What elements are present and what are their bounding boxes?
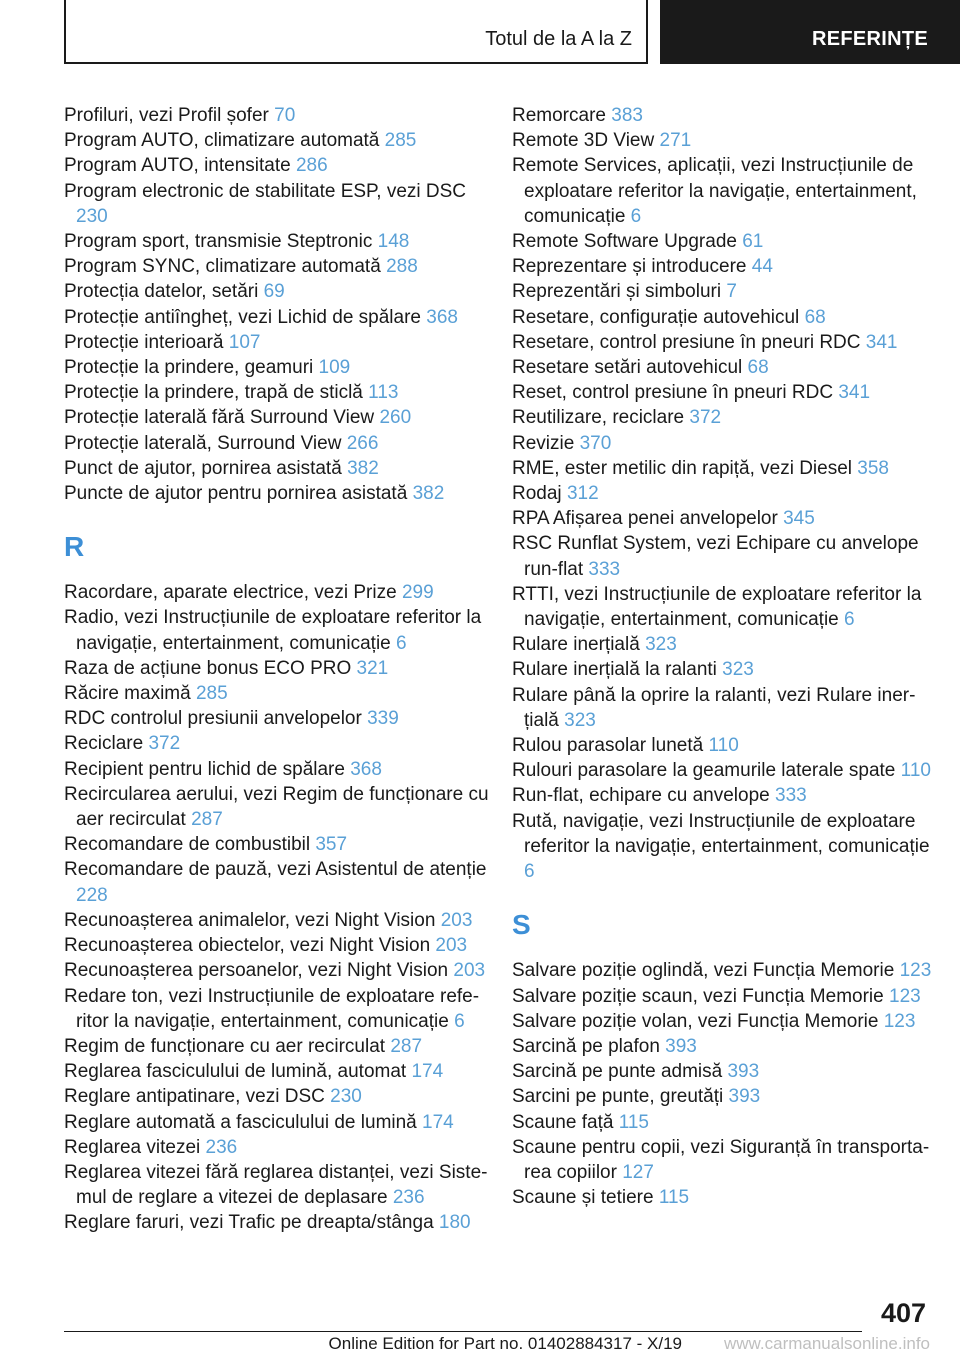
index-entry-text: Reset, control presiune în pneuri RDC [512,382,834,404]
index-entry [512,632,932,657]
index-entry-text: Recunoașterea obiectelor, vezi Night Vision [64,935,431,957]
index-entry-page-link[interactable]: 341 [838,382,871,404]
index-entry-page-link[interactable]: 6 [524,861,535,883]
index-entry-page-link[interactable]: 323 [722,659,754,681]
footer-edition: Online Edition for Part no. 01402884317 - X/19 [328,1334,682,1353]
index-entry [64,857,494,907]
index-entry [512,355,932,380]
index-entry-page-link[interactable]: 109 [318,357,351,379]
index-entry [512,783,932,808]
index-entry-text: Reglarea vitezei [64,1136,201,1158]
index-entry-text: Recunoașterea persoanelor, vezi Night Vision [64,960,449,982]
header-title: Totul de la A la Z [485,28,632,50]
index-entry-page-link[interactable]: 68 [804,306,826,328]
index-entry-page-link[interactable]: 370 [579,432,612,454]
index-entry-page-link[interactable]: 393 [727,1061,760,1083]
index-entry-page-link[interactable]: 110 [708,735,739,757]
index-entry-text: RSC Runflat System, vezi Echipare cu anvelope run-flat [512,533,919,580]
footer-watermark: www.carmanualsonline.info [724,1334,930,1353]
index-entry-text: Remote Services, aplicații, vezi Instrucțiunile de exploatare referitor la navigație, entertainment, comunicație [512,155,917,227]
index-entry [512,657,932,682]
index-entry-page-link[interactable]: 6 [396,632,407,654]
index-entry-text: Raza de acțiune bonus ECO PRO [64,657,352,679]
index-entry-text: Scaune și tetiere [512,1187,654,1209]
index-entry [512,1185,932,1210]
index-entry-text: Radio, vezi Instrucțiunile de exploatare referitor la navigație, entertainment, comunicație [64,607,482,654]
index-entry [64,1135,494,1160]
index-entry-text: Rulou parasolar lunetă [512,735,704,757]
index-entry [512,582,932,632]
index-entry [512,128,932,153]
index-entry-text: Program electronic de stabilitate ESP, vezi DSC [64,180,466,202]
index-letter-heading: S [512,909,531,941]
index-entry [512,809,932,885]
index-entry [64,103,494,128]
footer-divider [64,1331,862,1332]
index-entry [64,179,494,229]
index-entry [64,254,494,279]
index-entry [64,984,494,1034]
index-entry-text: Program AUTO, climatizare automată [64,130,380,152]
index-entry-text: Program AUTO, intensitate [64,155,291,177]
index-entry [64,706,494,731]
index-letter-heading: R [64,531,85,563]
index-entry [64,757,494,782]
index-entry-text: Reglare automată a fasciculului de lumină [64,1111,417,1133]
index-entry-text: Protecția datelor, setări [64,281,259,303]
index-entry-page-link[interactable]: 382 [347,457,379,479]
index-entry [64,1210,494,1235]
index-entry-page-link[interactable]: 393 [728,1086,761,1108]
index-entry-text: Sarcină pe punte admisă [512,1061,723,1083]
index-entry-page-link[interactable]: 203 [435,935,468,957]
index-entry-page-link[interactable]: 203 [453,960,486,982]
index-entry-page-link[interactable]: 333 [588,558,621,580]
index-entry [512,405,932,430]
index-entry-page-link[interactable]: 236 [205,1136,238,1158]
index-entry-page-link[interactable]: 180 [438,1212,471,1234]
index-entry-page-link[interactable]: 115 [658,1187,690,1209]
index-entry-text: Rută, navigație, vezi Instrucțiunile de exploatare referitor la navigație, entertainment, comunicație [512,810,930,857]
index-entry [64,832,494,857]
index-entry-text: RPA Afișarea penei anvelopelor [512,508,778,530]
index-entry-page-link[interactable]: 285 [195,683,228,705]
index-entry [64,933,494,958]
index-entry [512,330,932,355]
index-entry-page-link[interactable]: 339 [367,708,399,730]
index-entry-page-link[interactable]: 341 [865,331,898,353]
header-section-label: REFERINȚE [811,28,928,50]
index-entry-page-link[interactable]: 286 [295,155,328,177]
index-entry-page-link[interactable]: 383 [611,105,643,126]
index-entry-text: Protecție la prindere, trapă de sticlă [64,382,363,404]
index-entry [512,1059,932,1084]
index-entry [64,580,494,605]
index-entry-text: Recomandare de pauză, vezi Asistentul de atenție [64,859,487,881]
index-entry-text: Reglarea fasciculului de lumină, automat [64,1061,407,1083]
index-entry-text: Protecție antiîngheț, vezi Lichid de spălare [64,306,421,328]
index-entry [64,305,494,330]
index-entry [64,405,494,430]
index-entry-page-link[interactable]: 107 [228,331,261,353]
index-entry-text: Revizie [512,432,575,454]
index-entry [512,431,932,456]
index-entry [64,908,494,933]
index-entry [64,1034,494,1059]
index-entry [512,103,932,128]
index-entry-page-link[interactable]: 123 [899,960,932,982]
index-entry-page-link[interactable]: 288 [386,256,418,278]
index-entry [512,254,932,279]
index-entry-page-link[interactable]: 271 [659,130,692,152]
index-entry-page-link[interactable]: 115 [618,1111,649,1133]
index-entry-page-link[interactable]: 123 [883,1010,916,1032]
index-entry [64,456,494,481]
index-entry-page-link[interactable]: 127 [622,1161,654,1183]
index-entry [512,380,932,405]
index-entry [64,330,494,355]
index-entry [64,731,494,756]
index-entry-page-link[interactable]: 323 [564,709,596,731]
index-entry-text: Puncte de ajutor pentru pornirea asistată [64,483,408,505]
index-entry [64,958,494,983]
index-entry-page-link[interactable]: 372 [148,733,181,755]
index-entry-text: Program SYNC, climatizare automată [64,256,381,278]
index-entry-page-link[interactable]: 228 [76,884,108,906]
index-entry-text: Recomandare de combustibil [64,834,311,856]
index-entry-page-link[interactable]: 358 [857,457,889,479]
index-entry-text: Racordare, aparate electrice, vezi Prize [64,582,397,604]
index-entry [512,984,932,1009]
index-entry [64,1084,494,1109]
index-entry-page-link[interactable]: 368 [426,306,458,328]
index-entry [512,279,932,304]
index-entry-text: Salvare poziție volan, vezi Funcția Memorie [512,1010,879,1032]
index-column-left [64,103,494,1236]
index-entry-page-link[interactable]: 174 [422,1111,454,1133]
index-entry-text: Resetare, configurație autovehicul [512,306,800,328]
index-entry [512,531,932,581]
index-entry-text: Redare ton, vezi Instrucțiunile de exploatare referitor la navigație, entertainment, comunicație [64,985,480,1032]
index-entry-text: RME, ester metilic din rapiță, vezi Diesel [512,457,852,479]
index-entry [64,128,494,153]
index-entry-page-link[interactable]: 312 [566,483,599,505]
index-column-right [512,103,932,1210]
index-entry-page-link[interactable]: 287 [191,809,223,831]
index-entry [64,229,494,254]
index-entry-text: Scaune pentru copii, vezi Siguranță în transportarea copiilor [512,1136,930,1183]
index-entry-page-link[interactable]: 230 [330,1086,362,1108]
index-entry-page-link[interactable]: 113 [368,382,399,404]
index-entry-page-link[interactable]: 7 [726,281,737,303]
index-entry-page-link[interactable]: 357 [315,834,348,856]
index-entry-page-link[interactable]: 148 [377,231,410,253]
index-entry-text: Resetare setări autovehicul [512,357,743,379]
page-number: 407 [880,1298,926,1328]
index-entry-text: Protecție laterală, Surround View [64,432,342,454]
header-title-box [64,0,648,64]
index-entry-page-link[interactable]: 260 [379,407,412,429]
index-entry [512,1034,932,1059]
index-entry-page-link[interactable]: 6 [844,609,855,631]
index-entry-text: Rulouri parasolare la geamurile laterale spate [512,760,896,782]
index-entry [64,431,494,456]
index-entry-text: Reglarea vitezei fără reglarea distanței, vezi Sistemul de reglare a vitezei de deplasare [64,1161,488,1209]
index-entry-text: Reglare faruri, vezi Trafic pe dreapta/stânga [64,1212,434,1234]
index-entry-page-link[interactable]: 393 [665,1035,697,1057]
index-entry-page-link[interactable]: 323 [645,634,677,656]
index-entry-page-link[interactable]: 382 [412,483,445,505]
index-entry [512,506,932,531]
index-entry-text: Reglare antipatinare, vezi DSC [64,1086,325,1108]
index-entry-text: Rulare inerțială [512,634,640,656]
index-entry [512,758,932,783]
index-entry [512,153,932,229]
index-entry-text: Reciclare [64,733,144,755]
index-entry [64,153,494,178]
index-entry-text: Recunoașterea animalelor, vezi Night Vision [64,909,436,931]
index-entry-text: RTTI, vezi Instrucțiunile de exploatare referitor la navigație, entertainment, comunicație [512,583,922,631]
index-entry [64,355,494,380]
index-entry-text: Run-flat, echipare cu anvelope [512,785,770,807]
index-entry-text: Protecție interioară [64,331,224,353]
index-entry-text: Rulare până la oprire la ralanti, vezi Rulare inerțială [512,684,916,731]
index-entry-text: Sarcini pe punte, greutăți [512,1086,724,1108]
index-entry-text: Scaune față [512,1111,614,1133]
index-entry [512,1135,932,1185]
index-entry [512,1009,932,1034]
index-entry [64,481,494,506]
index-entry-text: Reprezentare și introducere [512,256,747,278]
index-entry-page-link[interactable]: 333 [775,785,807,807]
index-entry [512,1110,932,1135]
index-entry [64,605,494,655]
index-entry [512,958,932,983]
index-entry-page-link[interactable]: 266 [346,432,379,454]
index-entry [64,380,494,405]
index-entry-page-link[interactable]: 61 [742,231,764,253]
index-entry-page-link[interactable]: 236 [392,1187,425,1209]
index-entry [64,1059,494,1084]
index-entry-page-link[interactable]: 345 [783,508,815,530]
index-entry-page-link[interactable]: 6 [630,205,642,227]
index-entry-text: Remote 3D View [512,130,655,152]
index-entry-page-link[interactable]: 368 [350,758,382,780]
index-entry-text: Salvare poziție scaun, vezi Funcția Memorie [512,985,884,1007]
index-entry-text: Reprezentări și simboluri [512,281,722,303]
index-entry-page-link[interactable]: 174 [411,1061,444,1083]
index-entry-text: Salvare poziție oglindă, vezi Funcția Memorie [512,960,895,982]
index-entry-text: Protecție laterală fără Surround View [64,407,375,429]
index-entry-text: Remote Software Upgrade [512,231,737,253]
index-entry-text: Protecție la prindere, geamuri [64,357,314,379]
index-entry [64,681,494,706]
index-entry-text: Rodaj [512,483,562,505]
index-entry-text: Sarcină pe plafon [512,1035,660,1057]
index-entry-page-link[interactable]: 6 [454,1010,465,1032]
index-entry-page-link[interactable]: 321 [356,657,389,679]
index-entry-text: Punct de ajutor, pornirea asistată [64,457,342,479]
index-entry-text: Reutilizare, reciclare [512,407,685,429]
index-entry [64,656,494,681]
index-entry-page-link[interactable]: 70 [274,105,296,126]
index-entry-text: Program sport, transmisie Steptronic [64,231,373,253]
index-entry-page-link[interactable]: 230 [76,205,108,227]
index-entry-page-link[interactable]: 299 [401,582,434,604]
index-entry [512,456,932,481]
header-section-tab [660,0,960,64]
index-entry [64,782,494,832]
index-entry [64,1160,494,1210]
index-entry-text: Recipient pentru lichid de spălare [64,758,345,780]
index-entry-text: RDC controlul presiunii anvelopelor [64,708,362,730]
index-entry [512,683,932,733]
index-entry [512,1084,932,1109]
index-entry [512,733,932,758]
index-entry-text: Răcire maximă [64,683,191,705]
index-entry-text: Regim de funcționare cu aer recirculat [64,1035,386,1057]
index-entry-page-link[interactable]: 287 [390,1035,423,1057]
index-entry-page-link[interactable]: 68 [747,357,769,379]
index-entry-page-link[interactable]: 44 [751,256,773,278]
index-entry-text: Recircularea aerului, vezi Regim de funcționare cu aer recirculat [64,783,489,831]
index-entry-text: Profiluri, vezi Profil șofer [64,105,269,126]
index-entry-page-link[interactable]: 110 [900,760,931,782]
index-entry-page-link[interactable]: 372 [689,407,722,429]
index-entry-page-link[interactable]: 123 [889,985,921,1007]
index-entry-page-link[interactable]: 203 [440,909,473,931]
index-entry [512,481,932,506]
index-entry [512,229,932,254]
index-entry-text: Resetare, control presiune în pneuri RDC [512,331,861,353]
index-entry-page-link[interactable]: 69 [263,281,285,303]
index-entry-page-link[interactable]: 285 [384,130,417,152]
index-entry [512,305,932,330]
index-entry-text: Rulare inerțială la ralanti [512,659,717,681]
index-entry [64,1110,494,1135]
index-entry [64,279,494,304]
index-entry-text: Remorcare [512,105,606,126]
